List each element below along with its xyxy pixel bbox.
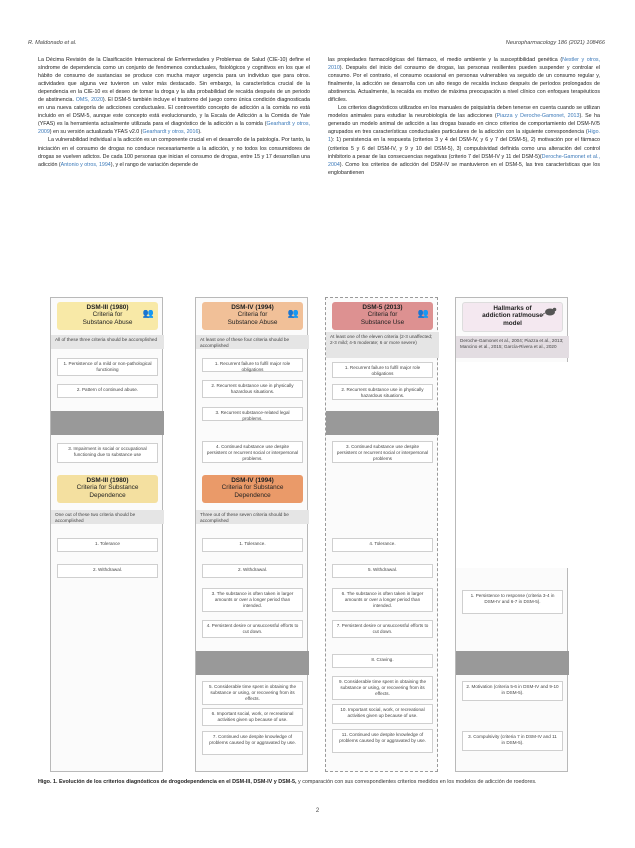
criteria-intro: One out of these two criteria should be accomplished [51, 510, 164, 524]
figure-caption: Higo. 1. Evolución de los criterios diagnósticos de drogodependencia en el DSM-III, DSM-IV y DSM-5, y comparación con sus correspondientes criterios medidos en los modelos de adicción de roedores. [38, 779, 537, 785]
dsm-iii-dependence-header: DSM-III (1980) Criteria for Substance Dependence [57, 475, 158, 503]
grey-separator [196, 651, 309, 675]
running-header-left: R. Maldonado et al. [28, 40, 77, 46]
grey-separator [326, 411, 439, 435]
running-header-right: Neuropharmacology 186 (2021) 108466 [505, 40, 605, 46]
paragraph: las propiedades farmacológicas del fármaco, el medio ambiente y la susceptibilidad genética (Nestler y otros, 2010). Después del inicio del consumo de drogas, las personas resilientes pueden suspender y controlar el consumo. Por el contrario, el consumo ocasional en personas vulnerables va seguido de un consumo regular y, finalmente, la adicción se desarrolla con un alto riesgo de recaída incluso después de períodos prolongados de abstinencia. Actualmente, la recaída es motivo de máxima preocupación a nivel clínico con enfoques terapéuticos difíciles. [328, 57, 601, 104]
criterion-box: 4. Persistent desire or unsuccessful efforts to cut down. [202, 620, 303, 638]
citation-link[interactable]: Gearhardt y otros, 2009 [38, 121, 310, 136]
figure-1 [50, 297, 595, 772]
criterion-box: 1. Persistence of a mild or non-pathological functioning [57, 358, 158, 376]
animal-model-column [455, 297, 568, 772]
criterion-box: 2. Withdrawal. [202, 564, 303, 578]
criterion-box: 2. Recurrent substance use in physically hazardous situations. [332, 384, 433, 400]
criteria-intro: At least one of these four criteria should be accomplished [196, 335, 309, 349]
figure-reference-link[interactable]: Higo. 1 [328, 129, 600, 144]
criterion-box: 3. Compulsivity (criteria 7 in DSM-IV and 11 in DSM-5). [462, 731, 563, 751]
model-references: Deroche-Gamonet et al., 2004; Piazza et al., 2013; Mancino et al., 2015; García-Rivera et al., 2020 [456, 336, 569, 358]
people-icon: 👥 [142, 308, 154, 318]
criterion-box: 2. Withdrawal. [57, 564, 158, 578]
people-icon: 👥 [287, 308, 299, 318]
animal-model-header: Hallmarks of addiction rat/mouse model [462, 302, 563, 332]
dsm-iv-dependence-header: DSM-IV (1994) Criteria for Substance Dependence [202, 475, 303, 503]
left-text-column [38, 56, 310, 169]
criteria-intro: Three out of these seven criteria should be accomplished [196, 510, 309, 524]
criterion-box: 2. Motivation (criteria 5-6 in DSM-IV and 9-10 in DSM-5). [462, 681, 563, 701]
paragraph: La vulnerabilidad individual a la adicción es un componente crucial en el desarrollo de la patología. Por tanto, la iniciación en el consumo de drogas no conduce necesariamente a la adicción, y no todos los consumidores de drogas se vuelven adictos. De cada 100 personas que inician el consumo de drogas, entre 15 y 17 desarrollan una adicción (Antonio y otros, 1994), y el rango de variación depende de [38, 137, 310, 168]
criterion-box: 10. Important social, work, or recreational activities given up because of use. [332, 704, 433, 724]
dsm-5-header: DSM-5 (2013) Criteria for Substance Use 👥 [332, 302, 433, 330]
dsm-iv-abuse-header: DSM-IV (1994) Criteria for Substance Abuse 👥 [202, 302, 303, 330]
criterion-box: 8. Craving. [332, 654, 433, 668]
dsm-iii-abuse-header: DSM-III (1980) Criteria for Substance Abuse 👥 [57, 302, 158, 330]
criterion-box: 5. Withdrawal. [332, 564, 433, 578]
criterion-box: 6. The substance is often taken in larger amounts or over a longer period than intended. [332, 588, 433, 612]
dsm-iii-column [50, 297, 163, 772]
criterion-box: 3. The substance is often taken in larger amounts or over a longer period than intended. [202, 588, 303, 612]
criteria-intro: At least one of the eleven criteria (2-3 unaffected; 2-3 mild; 4-5 moderate; 6 or more severe) [326, 332, 439, 358]
citation-link[interactable]: Piazza y Deroche-Gamonet, 2013 [496, 113, 580, 120]
criterion-box: 7. Continued use despite knowledge of problems caused by or aggravated by use. [202, 731, 303, 755]
criteria-intro: All of these three criteria should be accomplished [51, 335, 164, 349]
dsm-5-column [325, 297, 438, 772]
criterion-box: 1. Tolerance. [202, 538, 303, 552]
criterion-box: 1. Tolerance [57, 538, 158, 552]
criterion-box: 1. Persistence to response (criteria 3-4 in DSM-IV and 6-7 in DSM-5). [462, 590, 563, 614]
criterion-box: 6. Important social, work, or recreational activities given up because of use. [202, 708, 303, 726]
criterion-box: 4. Tolerance. [332, 538, 433, 552]
criterion-box: 5. Considerable time spent in obtaining the substance or using, or recovering from its effects. [202, 681, 303, 705]
criterion-box: 3. Impairment in social or occupational functioning due to substance use [57, 443, 158, 463]
criterion-box: 4. Continued substance use despite persistent or recurrent social or interpersonal problems. [202, 441, 303, 463]
right-text-column [328, 56, 600, 177]
criterion-box: 3. Recurrent substance-related legal problems. [202, 407, 303, 421]
grey-separator [456, 651, 569, 675]
paragraph: La Décima Revisión de la Clasificación Internacional de Enfermedades y Problemas de Salud (CIE-10) define el síndrome de dependencia como un conjunto de fenómenos conductuales, fisiológicos y cognitivos en los que el hábito de consumo de sustancias se produce con mucha mayor urgencia para un individuo que para otros. actividades que alguna vez tuvieron un valor más destacado. Sin embargo, la característica crucial de la dependencia en la CIE-10 es el deseo de tomar la droga y la alta probabilidad de recaída después de un periodo de abstinencia. OMS, 2020). El DSM-5 también incluye el trastorno del juego como única condición diagnosticada en una nueva categoría de adicciones conductuales. El controvertido concepto de adicción a la comida no está incluido en el DSM-5, aunque este concepto está evolucionando, y la Escala de Adicción a la Comida de Yale (YFAS) es la herramienta actualmente utilizada para el diagnóstico de la adicción a la comida (Gearhardt y otros, 2009) en su versión actualizada YFAS v2.0 (Gearhardt y otros, 2016). [38, 57, 310, 136]
criterion-box: 2. Pattern of continued abuse. [57, 384, 158, 398]
grey-separator [51, 411, 164, 435]
blank-spacer [456, 362, 569, 568]
citation-link[interactable]: Gearhardt y otros, 2016 [142, 129, 199, 136]
criterion-box: 11. Continued use despite knowledge of problems caused by or aggravated by use. [332, 729, 433, 753]
criterion-box: 1. Recurrent failure to fulfil major role obligations [202, 358, 303, 372]
mouse-icon [542, 306, 558, 316]
people-icon: 👥 [417, 308, 429, 318]
dsm-iv-column [195, 297, 308, 772]
criterion-box: 1. Recurrent failure to fulfil major role obligations [332, 362, 433, 378]
page-number: 2 [315, 808, 320, 814]
criterion-box: 9. Considerable time spent in obtaining the substance or using, or recovering from its effects. [332, 676, 433, 700]
citation-link[interactable]: Antonio y otros, 1994 [60, 161, 111, 168]
criterion-box: 2. Recurrent substance use in physically hazardous situations. [202, 380, 303, 398]
paragraph: Los criterios diagnósticos utilizados en los manuales de psiquiatría deben tenerse en cuenta cuando se utilizan modelos animales para estudiar la neurobiología de las adicciones (Piazza y Deroche-Gamonet, 2013). Se ha generado un modelo animal de adicción a las drogas basado en cinco criterios de comportamiento del DSM-IV/5 agrupados en tres características conductuales particulares de la adicción con la siguiente correspondencia (Higo. 1): 1) persistencia en la respuesta (criterios 3 y 4 del DSM-IV, y 6 y 7 del DSM-5), 2) motivación por el fármaco (criterios 5 y 6 del DSM-IV, y 9 y 10 del DSM-5), 3) compulsividad definida como una alteración del control inhibitorio a pesar de las consecuencias negativas (criterio 7 del DSM-IV y 11 del DSM-5)(Deroche-Gamonet et al., 2004). Como los criterios de adicción del DSM-IV se mantuvieron en el DSM-5, las tres características que los englobantienen [328, 105, 600, 176]
citation-link[interactable]: OMS, 2020 [75, 97, 103, 104]
citation-link[interactable]: Nestler y otros, 2010 [328, 57, 601, 72]
citation-link[interactable]: Deroche-Gamonet et al., 2004 [328, 153, 600, 168]
criterion-box: 3. Continued substance use despite persistent or recurrent social or interpersonal problems [332, 441, 433, 463]
criterion-box: 7. Persistent desire or unsuccessful efforts to cut down. [332, 620, 433, 638]
